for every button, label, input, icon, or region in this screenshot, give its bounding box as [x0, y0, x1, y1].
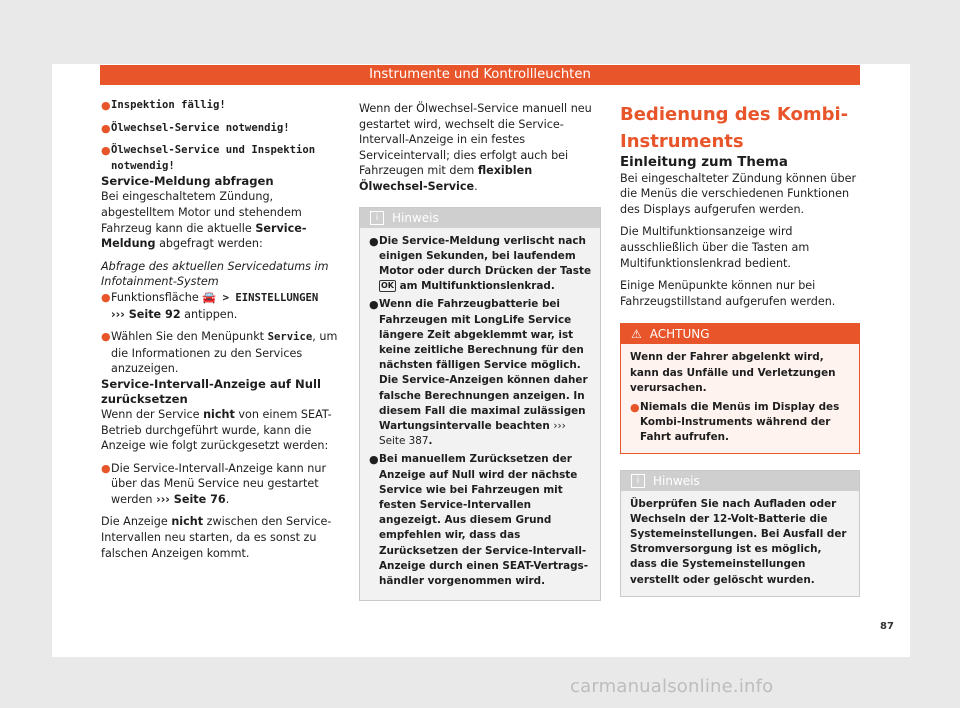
bullet-icon: ●	[369, 234, 379, 248]
hint-header: i Hinweis	[621, 471, 859, 491]
warning-header: ⚠ ACHTUNG	[621, 324, 859, 344]
bullet-icon: ●	[101, 290, 111, 304]
paragraph: Bei eingeschaltetem Zündung, abgestelltem Motor und stehendem Fahrzeug kann die aktuelle Service-Meldung abgefragt werden:	[101, 190, 307, 251]
bullet-icon: ●	[101, 99, 111, 112]
bullet-icon: ●	[101, 461, 111, 475]
list-item: ● Die Service-Intervall-Anzeige kann nur über das Menü Service neu gestartet werden ››› Seite 76.	[101, 461, 327, 506]
warning-triangle-icon: ⚠	[631, 327, 642, 342]
warning-box	[620, 323, 860, 453]
bullet-icon: ●	[369, 298, 379, 312]
car-icon: 🚘	[202, 290, 217, 304]
paragraph: Wenn der Service nicht von einem SEAT-Betrieb durchgeführt wurde, kann die Anzeige wie folgt zurückgesetzt werden:	[101, 407, 332, 453]
list-item: ● Funktionsfläche 🚘 > EINSTELLUNGEN ››› Seite 92 antippen.	[101, 290, 319, 321]
paragraph: Die Multifunktionsanzeige wird ausschließlich über die Tasten am Multifunktionslenkrad bedient.	[620, 225, 810, 270]
section-title: Einleitung zum Thema	[620, 155, 788, 170]
paragraph: Die Anzeige nicht zwischen den Service-Intervallen neu starten, da es sonst zu falschen Anzeigen kommt.	[101, 515, 332, 560]
section-title: Service-Meldung abfragen	[101, 174, 274, 189]
hint-box	[359, 207, 601, 602]
header-title: Instrumente und Kontrollleuchten	[369, 67, 591, 82]
bullet-icon: ●	[101, 121, 111, 135]
ok-key-icon: OK	[381, 281, 394, 291]
italic-instruction: Abfrage des aktuellen Servicedatums im Infotainment-System	[101, 259, 329, 289]
page-link[interactable]: ››› Seite 76	[156, 492, 226, 506]
page-number: 87	[880, 621, 894, 632]
hint-text: Überprüfen Sie nach Aufladen oder Wechseln der 12-Volt-Batterie die Systemeinstellungen. Bei Ausfall der Stromversorgung ist es möglich, dass die Systemeinstellungen verstellt oder gelöscht wurden.	[630, 497, 847, 586]
info-icon: i	[370, 211, 384, 225]
list-item: ● Wählen Sie den Menüpunkt Service, um die Informationen zu den Services anzuzeigen.	[101, 330, 338, 376]
column-middle	[359, 101, 601, 601]
paragraph: Einige Menüpunkte können nur bei Fahrzeugstillstand aufgerufen werden.	[620, 279, 836, 308]
list-item: ● Ölwechsel-Service und Inspektion notwendig!	[101, 144, 316, 172]
list-item: ● Bei manuellem Zurücksetzen der Anzeige auf Null wird der nächste Service wie bei Fahrzeugen mit festen Service-Intervallen angezeigt. Aus diesem Grund empfehlen wir, dass das Zurücksetzen der Service-Intervall-Anzeige durch einen SEAT-Vertragshändler vorgenommen wird.	[369, 453, 589, 588]
page-link[interactable]: ››› Seite 92	[111, 307, 181, 321]
paragraph: Bei eingeschalteter Zündung können über die Menüs die verschiedenen Funktionen des Displays aufgerufen werden.	[620, 171, 857, 216]
warning-text: Wenn der Fahrer abgelenkt wird, kann das Unfälle und Verletzungen verursachen.	[630, 351, 836, 394]
hint-header: i Hinweis	[360, 208, 600, 228]
list-item: ● Die Service-Meldung verlischt nach einigen Sekunden, bei laufendem Motor oder durch Drücken der Taste OK am Multifunktionslenkrad.	[369, 234, 592, 293]
column-left	[101, 98, 339, 561]
page-header	[100, 65, 860, 85]
list-item: ● Ölwechsel-Service notwendig!	[101, 121, 290, 135]
bullet-icon: ●	[369, 453, 379, 467]
info-icon: i	[631, 474, 645, 488]
watermark: carmanualsonline.info	[570, 676, 774, 697]
page-link[interactable]: ››› Seite 387	[379, 420, 566, 448]
column-right	[620, 101, 860, 597]
list-item: ● Inspektion fällig!	[101, 99, 226, 112]
chapter-title: Bedienung des Kombi-Instruments	[620, 104, 849, 152]
section-title: Service-Intervall-Anzeige auf Null zurücksetzen	[101, 376, 321, 406]
list-item: ● Wenn die Fahrzeugbatterie bei Fahrzeugen mit LongLife Service längere Zeit abgeklemmt war, ist keine zeitliche Berechnung für den nächsten fälligen Service möglich. Die Service-Anzeigen können daher falsche Berechnungen anzeigen. In diesem Fall die maximal zulässigen Wartungsintervalle beachten ››› Seite 387.	[369, 298, 588, 448]
bullet-icon: ●	[630, 400, 640, 414]
bullet-icon: ●	[101, 144, 111, 158]
hint-box	[620, 470, 860, 597]
bullet-icon: ●	[101, 330, 111, 344]
list-item: ● Niemals die Menüs im Display des Kombi-Instruments während der Fahrt aufrufen.	[630, 400, 840, 444]
paragraph: Wenn der Ölwechsel-Service manuell neu gestartet wird, wechselt die Service-Intervall-Anzeige in ein festes Serviceintervall; dies erfolgt auch bei Fahrzeugen mit dem flexiblen Ölwechsel-Service.	[359, 102, 592, 193]
